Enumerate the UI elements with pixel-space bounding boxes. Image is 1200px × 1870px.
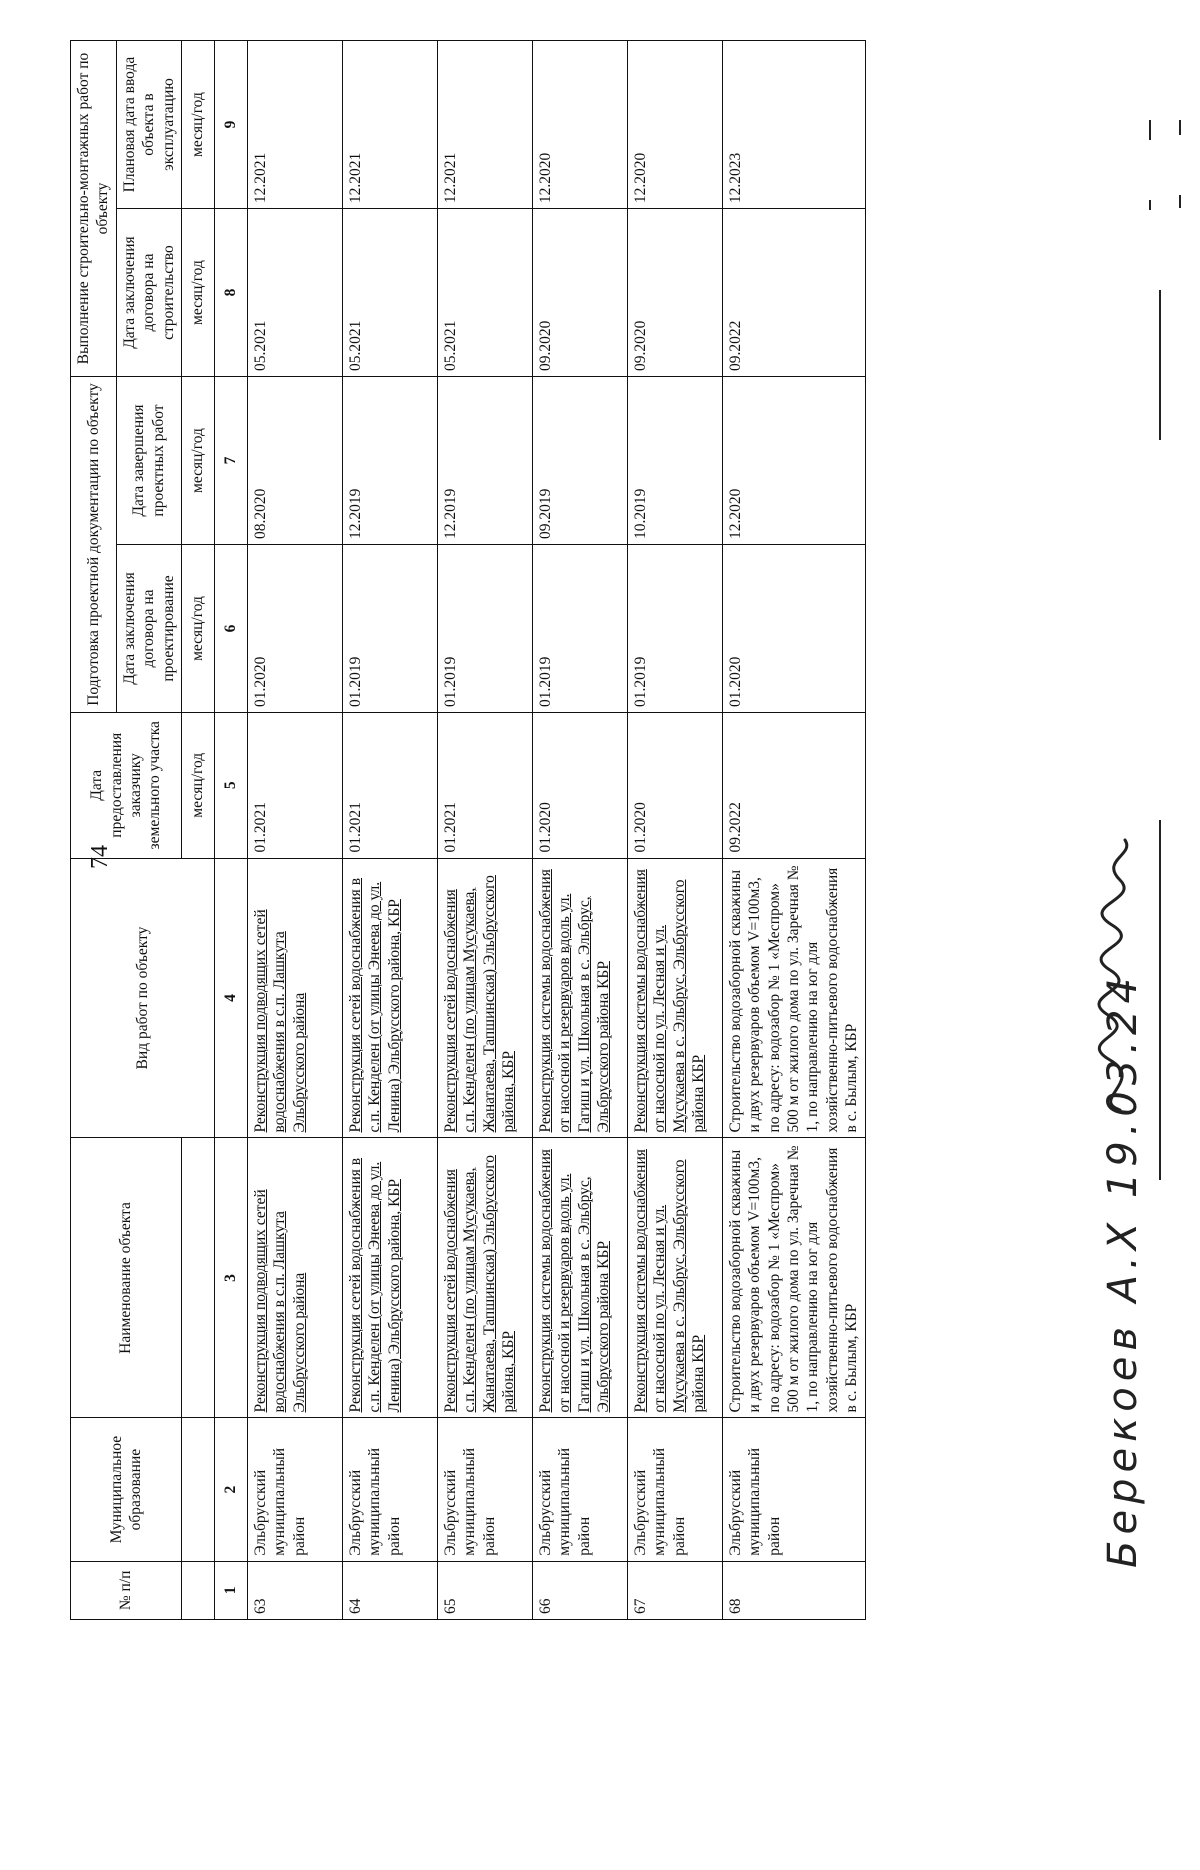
column-numbers-row: [214, 41, 247, 1620]
column-number: 8: [214, 209, 247, 377]
header-commissioning: Плановая дата ввода объекта в эксплуатацию: [116, 41, 181, 209]
table-row: [247, 41, 342, 1620]
table-wrapper: [70, 40, 970, 1620]
object-name-text: Реконструкция системы водоснабжения от насосной по ул. Лесная и ул. Мусукаева в с. Эльбрус, Эльбрусского района КБР: [631, 1149, 707, 1413]
schedule-table: [70, 40, 866, 1620]
header-design-contract: Дата заключения договора на проектирование: [116, 545, 181, 713]
row-design-complete: 09.2019: [532, 377, 627, 545]
handwritten-name-date: Берекоев А.Х 19.03.24: [1100, 972, 1146, 1568]
units-row: [181, 41, 214, 1620]
row-object-name: [532, 1138, 627, 1418]
column-number: 1: [214, 1561, 247, 1619]
object-name-text: Реконструкция сетей водоснабжения в с.п. Кенделен (от улицы Энеева до ул. Ленина) Эльбрусского района, КБР: [346, 1157, 403, 1413]
row-design-complete: 12.2019: [342, 377, 437, 545]
row-design-complete: 12.2020: [722, 377, 865, 545]
row-land-date: 01.2021: [437, 712, 532, 858]
row-number: 67: [627, 1561, 722, 1619]
row-object-name: [437, 1138, 532, 1418]
row-design-contract: 01.2019: [342, 545, 437, 713]
row-commissioning: 12.2021: [437, 41, 532, 209]
header-num: № п/п: [71, 1561, 182, 1619]
row-number: 64: [342, 1561, 437, 1619]
work-type-text: Реконструкция сетей водоснабжения с.п. Кенделен (по улицам Мусукаева, Жанатаева, Тапшинская) Эльбрусского района, КБР: [441, 875, 517, 1133]
unit-commissioning: месяц/год: [181, 41, 214, 209]
unit-land-date: месяц/год: [181, 712, 214, 858]
row-work-type: Строительство водозаборной скважины и двух резервуаров объемом V=100м3, по адресу: водозабор № 1 «Меспром» 500 м от жилого дома по ул. Заречная № 1, по направлению на юг для хозяйственно-питьевого водоснабжения в с. Былым, КБР: [722, 858, 865, 1138]
row-number: 68: [722, 1561, 865, 1619]
column-number: 2: [214, 1418, 247, 1561]
work-type-text: Реконструкция подводящих сетей водоснабжения в с.п. Лашкута Эльбрусского района: [251, 909, 308, 1133]
column-number: 4: [214, 858, 247, 1138]
work-type-text: Реконструкция системы водоснабжения от насосной по ул. Лесная и ул. Мусукаева в с. Эльбрус, Эльбрусского района КБР: [631, 869, 707, 1133]
row-work-type: [532, 858, 627, 1138]
row-commissioning: 12.2021: [342, 41, 437, 209]
row-municipality: Эльбрусский муниципальный район: [247, 1418, 342, 1561]
row-commissioning: 12.2021: [247, 41, 342, 209]
row-object-name: Строительство водозаборной скважины и двух резервуаров объемом V=100м3, по адресу: водозабор № 1 «Меспром» 500 м от жилого дома по ул. Заречная № 1, по направлению на юг для хозяйственно-питьевого водоснабжения в с. Былым, КБР: [722, 1138, 865, 1418]
column-number: 5: [214, 712, 247, 858]
object-name-text: Реконструкция системы водоснабжения от насосной и резервуаров вдоль ул. Гагиш и ул. Школьная в с. Эльбрус, Эльбрусского района КБР: [536, 1149, 612, 1413]
unit-empty-2: [181, 1418, 214, 1561]
row-design-contract: 01.2020: [722, 545, 865, 713]
row-object-name: [247, 1138, 342, 1418]
header-construction-contract: Дата заключения договора на строительство: [116, 209, 181, 377]
signature-area: [1050, 60, 1190, 1670]
row-commissioning: 12.2020: [627, 41, 722, 209]
row-work-type: [627, 858, 722, 1138]
row-object-name: [342, 1138, 437, 1418]
object-name-text: Реконструкция сетей водоснабжения с.п. Кенделен (по улицам Мусукаева, Жанатаева, Тапшинская) Эльбрусского района, КБР: [441, 1155, 517, 1413]
row-land-date: 09.2022: [722, 712, 865, 858]
row-design-complete: 12.2019: [437, 377, 532, 545]
column-number: 9: [214, 41, 247, 209]
row-object-name: [627, 1138, 722, 1418]
row-design-contract: 01.2019: [532, 545, 627, 713]
row-construction-contract: 09.2020: [627, 209, 722, 377]
table-row: [627, 41, 722, 1620]
column-number: 3: [214, 1138, 247, 1418]
row-work-type: [247, 858, 342, 1138]
table-row: [437, 41, 532, 1620]
row-number: 66: [532, 1561, 627, 1619]
unit-construction-contract: месяц/год: [181, 209, 214, 377]
column-number: 7: [214, 377, 247, 545]
table-row: [342, 41, 437, 1620]
row-land-date: 01.2021: [342, 712, 437, 858]
table-row: [722, 41, 865, 1620]
row-municipality: Эльбрусский муниципальный район: [437, 1418, 532, 1561]
row-construction-contract: 05.2021: [342, 209, 437, 377]
unit-empty-1: [181, 1561, 214, 1619]
row-commissioning: 12.2023: [722, 41, 865, 209]
unit-design-complete: месяц/год: [181, 377, 214, 545]
object-name-text: Реконструкция подводящих сетей водоснабжения в с.п. Лашкута Эльбрусского района: [251, 1189, 308, 1413]
row-municipality: Эльбрусский муниципальный район: [722, 1418, 865, 1561]
row-number: 65: [437, 1561, 532, 1619]
header-design-complete: Дата завершения проектных работ: [116, 377, 181, 545]
row-construction-contract: 09.2022: [722, 209, 865, 377]
row-municipality: Эльбрусский муниципальный район: [342, 1418, 437, 1561]
header-municipality: Муниципальное образование: [71, 1418, 182, 1561]
row-construction-contract: 05.2021: [247, 209, 342, 377]
header-land-date: Дата предоставления заказчику земельного участка: [71, 712, 182, 858]
header-row-1: [71, 41, 117, 1620]
page-number: 74: [87, 845, 113, 869]
header-group-design: Подготовка проектной документации по объекту: [71, 377, 117, 713]
header-work-type: Вид работ по объекту: [71, 858, 215, 1138]
row-work-type: [342, 858, 437, 1138]
row-land-date: 01.2020: [627, 712, 722, 858]
row-design-complete: 10.2019: [627, 377, 722, 545]
row-design-complete: 08.2020: [247, 377, 342, 545]
row-design-contract: 01.2020: [247, 545, 342, 713]
row-construction-contract: 09.2020: [532, 209, 627, 377]
row-municipality: Эльбрусский муниципальный район: [532, 1418, 627, 1561]
row-land-date: 01.2020: [532, 712, 627, 858]
row-construction-contract: 05.2021: [437, 209, 532, 377]
row-number: 63: [247, 1561, 342, 1619]
row-design-contract: 01.2019: [627, 545, 722, 713]
row-work-type: [437, 858, 532, 1138]
unit-design-contract: месяц/год: [181, 545, 214, 713]
row-land-date: 01.2021: [247, 712, 342, 858]
column-number: 6: [214, 545, 247, 713]
row-design-contract: 01.2019: [437, 545, 532, 713]
work-type-text: Реконструкция сетей водоснабжения в с.п. Кенделен (от улицы Энеева до ул. Ленина) Эльбрусского района, КБР: [346, 877, 403, 1133]
work-type-text: Реконструкция системы водоснабжения от насосной и резервуаров вдоль ул. Гагиш и ул. Школьная в с. Эльбрус, Эльбрусского района КБР: [536, 869, 612, 1133]
row-municipality: Эльбрусский муниципальный район: [627, 1418, 722, 1561]
header-object-name: Наименование объекта: [71, 1138, 182, 1418]
row-commissioning: 12.2020: [532, 41, 627, 209]
unit-empty-3: [181, 1138, 214, 1418]
table-row: [532, 41, 627, 1620]
header-group-construction: Выполнение строительно-монтажных работ по объекту: [71, 41, 117, 377]
